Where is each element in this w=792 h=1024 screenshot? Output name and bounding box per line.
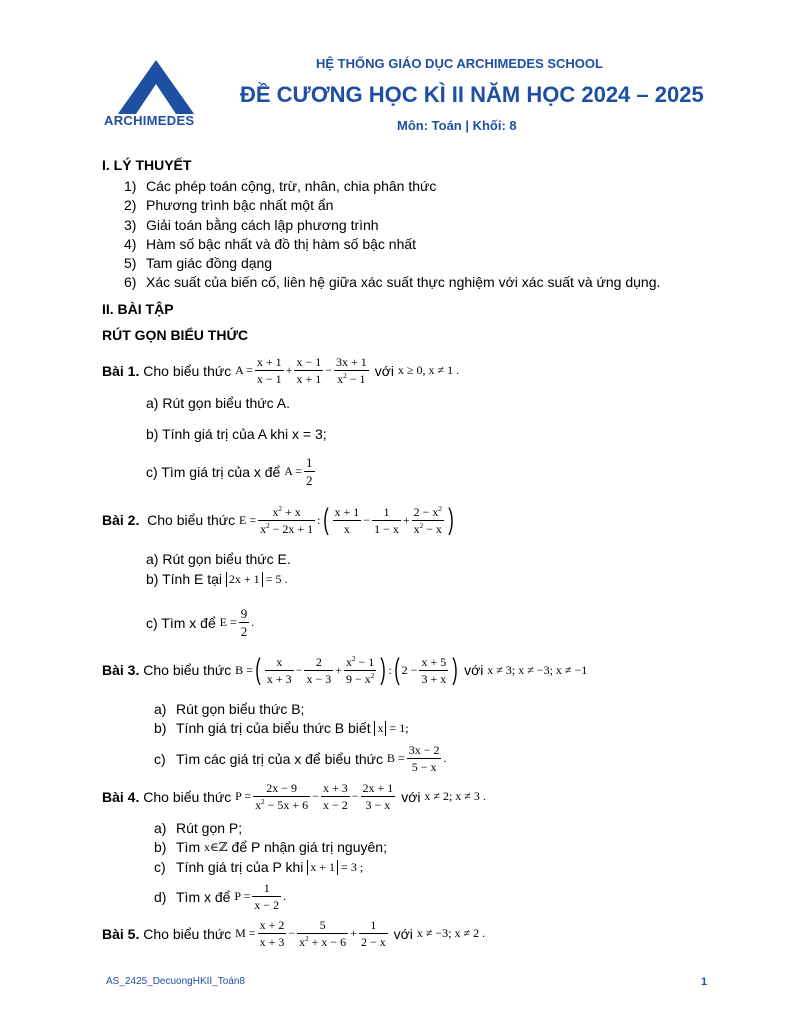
logo-wordmark: ARCHIMEDES [104,113,195,128]
bai1-label: Bài 1. [102,362,140,379]
bai1-a: a) Rút gọn biểu thức A. [146,395,291,411]
theory-item: 3) Giải toán bằng cách lập phương trình [124,216,379,233]
theory-list [124,177,660,293]
bai3-statement: Bài 3. Cho biểu thức B = ( $\frac{x}{x + 3}$ − $\frac{2}{x - 3}$ + $\frac{x^2 - 1}{9 - x^2}$ ) : ( 2 − $\frac{x + 5}{3 + x}$ ) với x ≠ 3; x ≠ −3; x ≠ −1 [102,653,588,686]
bai3-c: c) Tìm các giá trị của x để biểu thức B = $\frac{3x - 2}{5 - x}$ . [154,743,447,774]
page-title: ĐỀ CƯƠNG HỌC KÌ II NĂM HỌC 2024 – 2025 [240,82,704,107]
page-number: 1 [701,976,708,988]
subject-line: Môn: Toán | Khối: 8 [397,118,517,133]
bai3-a: a) Rút gọn biểu thức B; [154,701,305,717]
bai4-c: c) Tính giá trị của P khi x + 1 = 3 ; [154,859,364,875]
bai3-b: b) Tính giá trị của biểu thức B biết x = 1; [154,720,409,736]
theory-item: 2) Phương trình bậc nhất một ẩn [124,197,334,214]
bai4-d: d) Tìm x để P = $\frac{1}{x - 2}$ . [154,881,287,912]
exercises-subheading: RÚT GỌN BIỂU THỨC [102,327,249,343]
theory-item: 6) Xác suất của biến cố, liên hệ giữa xác suất thực nghiệm với xác suất và ứng dụng. [124,274,661,291]
theory-item: 5) Tam giác đồng dạng [124,255,273,272]
theory-item: 4) Hàm số bậc nhất và đồ thị hàm số bậc nhất [124,235,417,252]
bai2-statement: Bài 2. Cho biểu thức E = $\frac{x^2 + x}{x^2 - 2x + 1}$ : ( $\frac{x + 1}{x}$ − $\frac{1}{1 - x}$ + $\frac{2 - x^2}{x^2 - x}$ ) [102,503,454,536]
bai4-a: a) Rút gọn P; [154,820,243,836]
bai2-c: c) Tìm x để E = $\frac{9}{2}$ . [146,606,255,639]
bai4-statement: Bài 4. Cho biểu thức P = $\frac{2x - 9}{x^2 - 5x + 6}$ − $\frac{x + 3}{x - 2}$ − $\frac{2x + 1}{3 - x}$ với x ≠ 2; x ≠ 3 . [102,781,486,812]
theory-item: 1) Các phép toán cộng, trừ, nhân, chia phân thức [124,178,437,194]
footer-doc-code: AS_2425_DecuongHKII_Toán8 [106,976,245,987]
bai1-c: c) Tìm giá trị của x để A = $\frac{1}{2}$ [146,455,313,488]
bai2-a: a) Rút gọn biểu thức E. [146,551,291,567]
school-line: HỆ THỐNG GIÁO DỤC ARCHIMEDES SCHOOL [316,56,603,71]
bai5-statement: Bài 5. Cho biểu thức M = $\frac{x + 2}{x + 3}$ − $\frac{5}{x^2 + x - 6}$ + $\frac{1}{2 - x}$ với x ≠ −3; x ≠ 2 . [102,918,486,949]
theory-heading: I. LÝ THUYẾT [102,157,192,173]
bai2-b: b) Tính E tại 2x + 1 = 5 . [146,571,288,587]
exercises-heading: II. BÀI TẬP [102,301,174,317]
bai1-statement: Bài 1. Cho biểu thức A = $\frac{x + 1}{x - 1}$ + $\frac{x - 1}{x + 1}$ − $\frac{3x + 1}{x^2 - 1}$ với x ≥ 0, x ≠ 1 . [102,355,460,386]
bai1-b: b) Tính giá trị của A khi x = 3; [146,426,327,442]
bai4-b: b) Tìm x∈ℤ để P nhận giá trị nguyên; [154,839,387,855]
